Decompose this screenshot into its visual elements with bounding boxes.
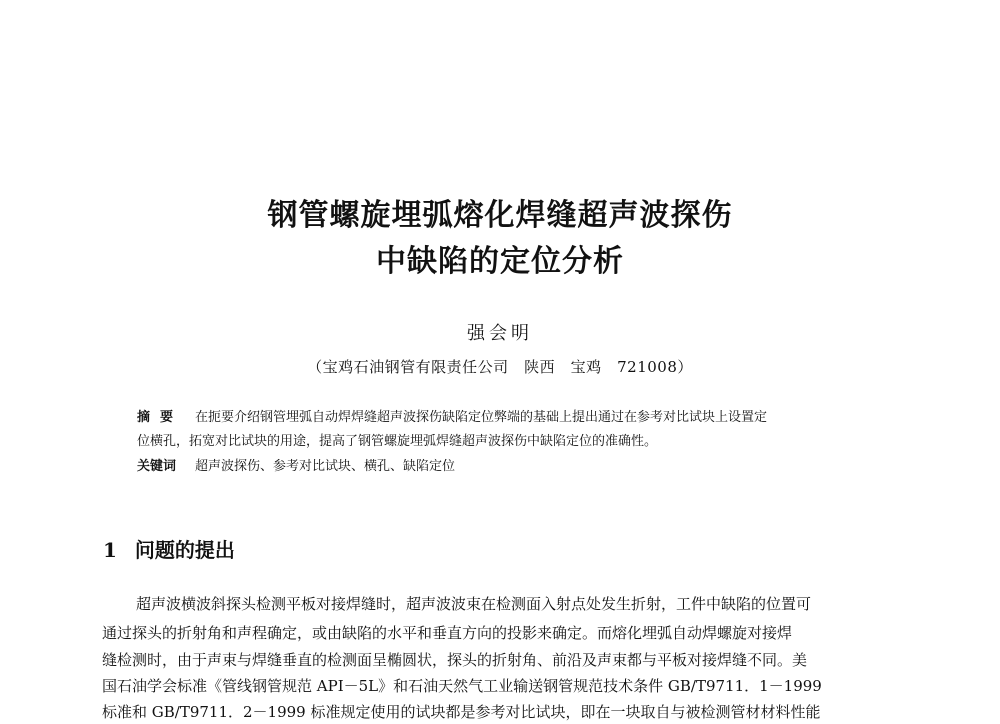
section-number: 1	[103, 538, 117, 562]
keywords-line	[137, 455, 897, 479]
section-heading	[103, 536, 235, 564]
paper-title-line-2: 中缺陷的定位分析	[376, 244, 624, 279]
section-title: 问题的提出	[134, 538, 235, 562]
paper-title-line-1: 钢管螺旋埋弧熔化焊缝超声波探伤	[267, 198, 733, 233]
abstract-text-2: 位横孔，拓宽对比试块的用途，提高了钢管螺旋埋弧焊缝超声波探伤中缺陷定位的准确性。	[137, 434, 658, 449]
abstract-line-2	[137, 430, 897, 454]
abstract-line-1	[137, 406, 897, 430]
body-line-3: 缝检测时，由于声束与焊缝垂直的检测面呈椭圆状，探头的折射角、前沿及声束都与平板对接焊缝不同。美	[102, 651, 808, 669]
body-line-1: 超声波横波斜探头检测平板对接焊缝时，超声波波束在检测面入射点处发生折射，工件中缺陷的位置可	[136, 595, 812, 613]
abstract-text-1: 在扼要介绍钢管埋弧自动焊焊缝超声波探伤缺陷定位弊端的基础上提出通过在参考对比试块上设置定	[195, 410, 768, 425]
abstract-label: 摘要	[137, 410, 184, 425]
body-line-4: 国石油学会标准《管线钢管规范 API－5L》和石油天然气工业输送钢管规范技术条件 GB/T9711．1－1999	[102, 677, 822, 695]
keywords-label: 关键词	[137, 459, 177, 474]
body-line-2: 通过探头的折射角和声程确定，或由缺陷的水平和垂直方向的投影来确定。而熔化埋弧自动焊螺旋对接焊	[102, 624, 793, 642]
author-affiliation: （宝鸡石油钢管有限责任公司 陕西 宝鸡 721008）	[307, 358, 693, 376]
author-name: 强会明	[467, 323, 533, 344]
keywords-text: 超声波探伤、参考对比试块、横孔、缺陷定位	[195, 459, 456, 474]
body-line-5: 标准和 GB/T9711．2－1999 标准规定使用的试块都是参考对比试块，即在一块取自与被检测管材材料性能	[102, 703, 821, 721]
